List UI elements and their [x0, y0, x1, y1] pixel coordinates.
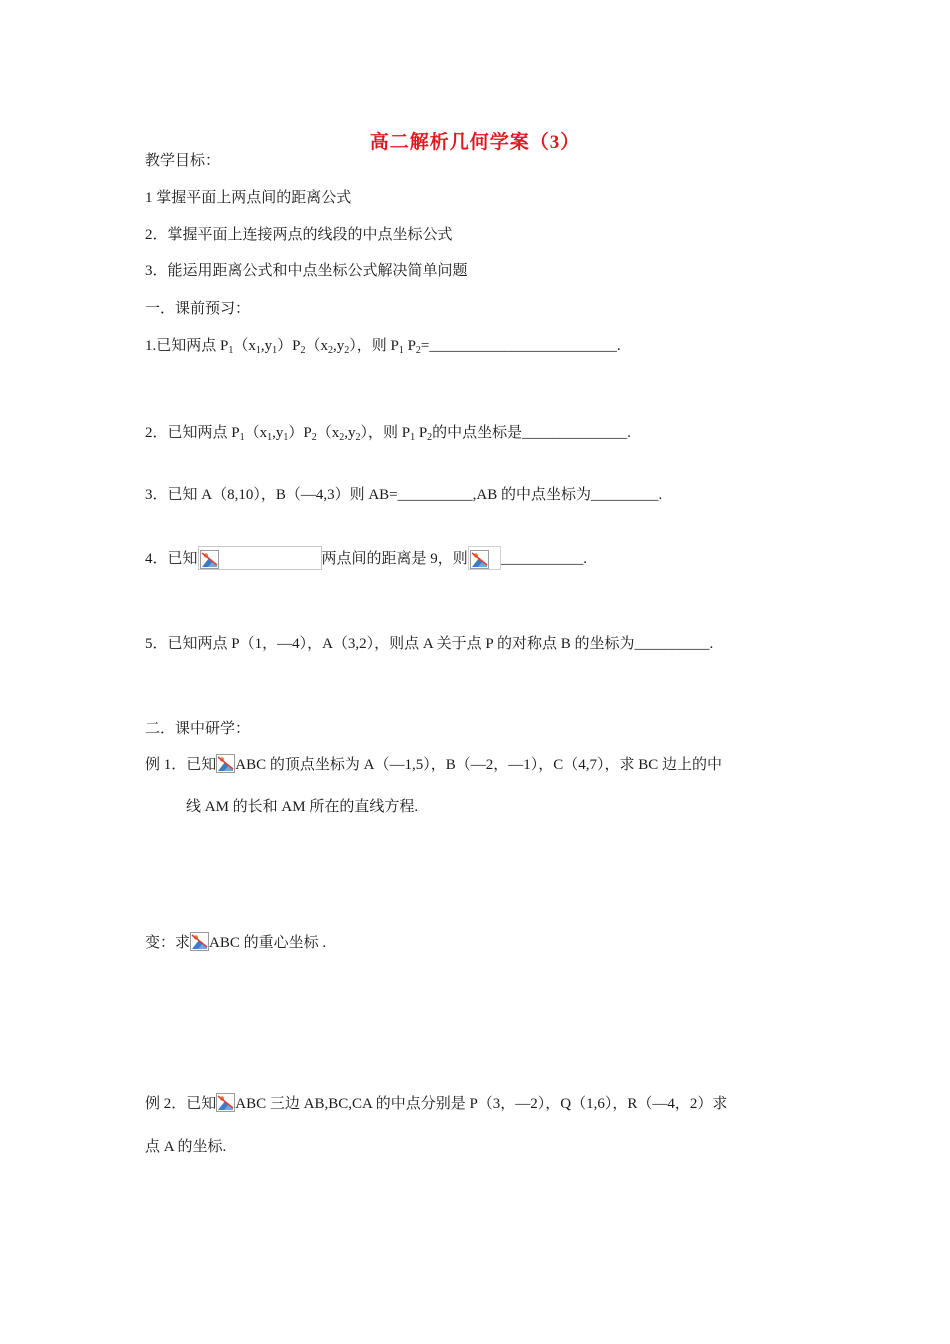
preview-question-2: 2．已知两点 $P_1(x_1,y_1)P_2(x_2,y_2)$，则 $P_1$ $P_2$的中点坐标是______________. — [145, 425, 631, 443]
preview-question-3: 3．已知 A（8,10），B（—4,3）则 AB=__________,AB 的中点坐标为_________. — [145, 487, 663, 503]
broken-image-icon — [216, 1093, 235, 1112]
preview-question-1: 1.已知两点 $P_1(x_1,y_1)P_2(x_2,y_2)$，则 $P_1$ $P_2=\_\_\_\_\_\_\_\_\_\_\_\_\_\_\_\_\_\_\_\_\_\_\_\_\_$. — [145, 338, 621, 356]
example-1-line-2: 线 AM 的长和 AM 所在的直线方程. — [186, 799, 419, 815]
formula-image-box-2 — [468, 546, 501, 570]
objective-item-3: 3．能运用距离公式和中点坐标公式解决简单问题 — [145, 263, 468, 279]
preview-question-5: 5．已知两点 P（1，—4），A（3,2），则点 A 关于点 P 的对称点 B 的坐标为__________. — [145, 636, 714, 652]
variant-question: 变：求 ABC 的重心坐标 . — [145, 932, 326, 953]
study-heading: 二．课中研学： — [145, 721, 251, 737]
example-2-line-2: 点 A 的坐标. — [145, 1139, 227, 1155]
objective-item-1: 1 掌握平面上两点间的距离公式 — [145, 190, 352, 206]
example-2-line-1: 例 2．已知 ABC 三边 AB,BC,CA 的中点分别是 P（3，—2），Q（1,6），R（—4，2）求 — [145, 1093, 727, 1114]
document-title: 高二解析几何学案（3） — [369, 132, 581, 153]
broken-image-icon — [190, 932, 209, 951]
example-1-line-1: 例 1．已知 ABC 的顶点坐标为 A（—1,5），B（—2，—1），C（4,7），求 BC 边上的中 — [145, 754, 722, 775]
preview-question-4: 4．已知 两点间的距离是 9，则 ___________. — [145, 546, 587, 570]
broken-image-icon — [216, 754, 235, 773]
formula-image-box — [198, 546, 322, 570]
broken-image-icon — [470, 550, 489, 569]
objective-item-2: 2．掌握平面上连接两点的线段的中点坐标公式 — [145, 227, 453, 243]
preview-heading: 一．课前预习： — [145, 301, 251, 317]
broken-image-icon — [200, 550, 219, 569]
objectives-heading: 教学目标： — [145, 153, 221, 169]
